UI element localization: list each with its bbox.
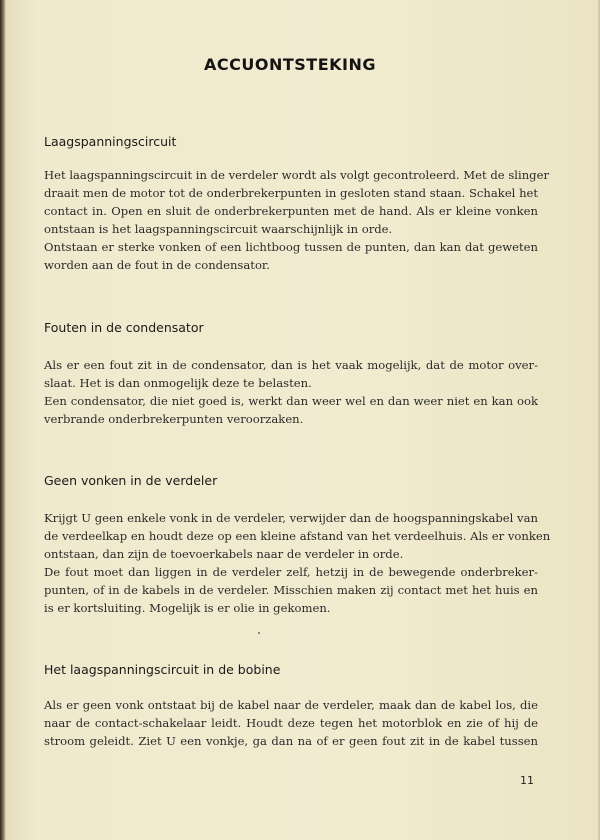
section-1-paragraph-2 [44,238,538,274]
section-1-paragraph-1 [44,166,549,238]
section-3-paragraph-1 [44,509,551,563]
text-line: naar de contact-schakelaar leidt. Houdt deze tegen het motorblok en zie of hij de [44,716,538,730]
text-line: draait men de motor tot de onderbrekerpunten in gesloten stand staan. Schakel het [44,186,539,200]
text-line: punten, of in de kabels in de verdeler. Misschien maken zij contact met het huis en [44,583,538,597]
text-line: worden aan de fout in de condensator. [44,258,270,272]
section-heading-laagspanningscircuit: Laagspanningscircuit [44,134,177,149]
paper-speck [258,632,260,634]
text-line: ontstaan, dan zijn de toevoerkabels naar de verdeler in orde. [44,547,404,561]
section-2-paragraph-2 [44,392,538,428]
page-title: ACCUONTSTEKING [203,55,376,74]
text-line: De fout moet dan liggen in de verdeler zelf, hetzij in de bewegende onderbreker- [44,565,538,579]
text-line: is er kortsluiting. Mogelijk is er olie in gekomen. [44,601,331,615]
text-line: Ontstaan er sterke vonken of een lichtboog tussen de punten, dan kan dat geweten [44,240,538,254]
text-line: stroom geleidt. Ziet U een vonkje, ga dan na of er geen fout zit in de kabel tussen [44,734,538,748]
section-heading-fouten-in-de-condensator: Fouten in de condensator [44,320,204,335]
section-heading-het-laagspanningscircuit-in-de-bobine: Het laagspanningscircuit in de bobine [44,662,281,677]
section-4-paragraph-1 [44,696,538,750]
section-3-paragraph-2 [44,563,538,617]
text-line: Een condensator, die niet goed is, werkt dan weer wel en dan weer niet en kan ook [44,394,538,408]
page-number: 11 [520,774,534,787]
text-line: verbrande onderbrekerpunten veroorzaken. [44,412,304,426]
section-2-paragraph-1 [44,356,538,392]
text-line: Krijgt U geen enkele vonk in de verdeler, verwijder dan de hoogspanningskabel van [44,511,538,525]
text-line: Als er geen vonk ontstaat bij de kabel naar de verdeler, maak dan de kabel los, die [44,698,538,712]
page-binding-edge [0,0,6,840]
text-line: de verdeelkap en houdt deze op een kleine afstand van het verdeelhuis. Als er vonken [44,529,551,543]
text-line: contact in. Open en sluit de onderbrekerpunten met de hand. Als er kleine vonken [44,204,538,218]
text-line: ontstaan is het laagspanningscircuit waarschijnlijk in orde. [44,222,393,236]
section-heading-geen-vonken-in-de-verdeler: Geen vonken in de verdeler [44,473,218,488]
text-line: slaat. Het is dan onmogelijk deze te belasten. [44,376,312,390]
text-line: Het laagspanningscircuit in de verdeler wordt als volgt gecontroleerd. Met de slinger [44,168,549,182]
text-line: Als er een fout zit in de condensator, dan is het vaak mogelijk, dat de motor over- [44,358,538,372]
